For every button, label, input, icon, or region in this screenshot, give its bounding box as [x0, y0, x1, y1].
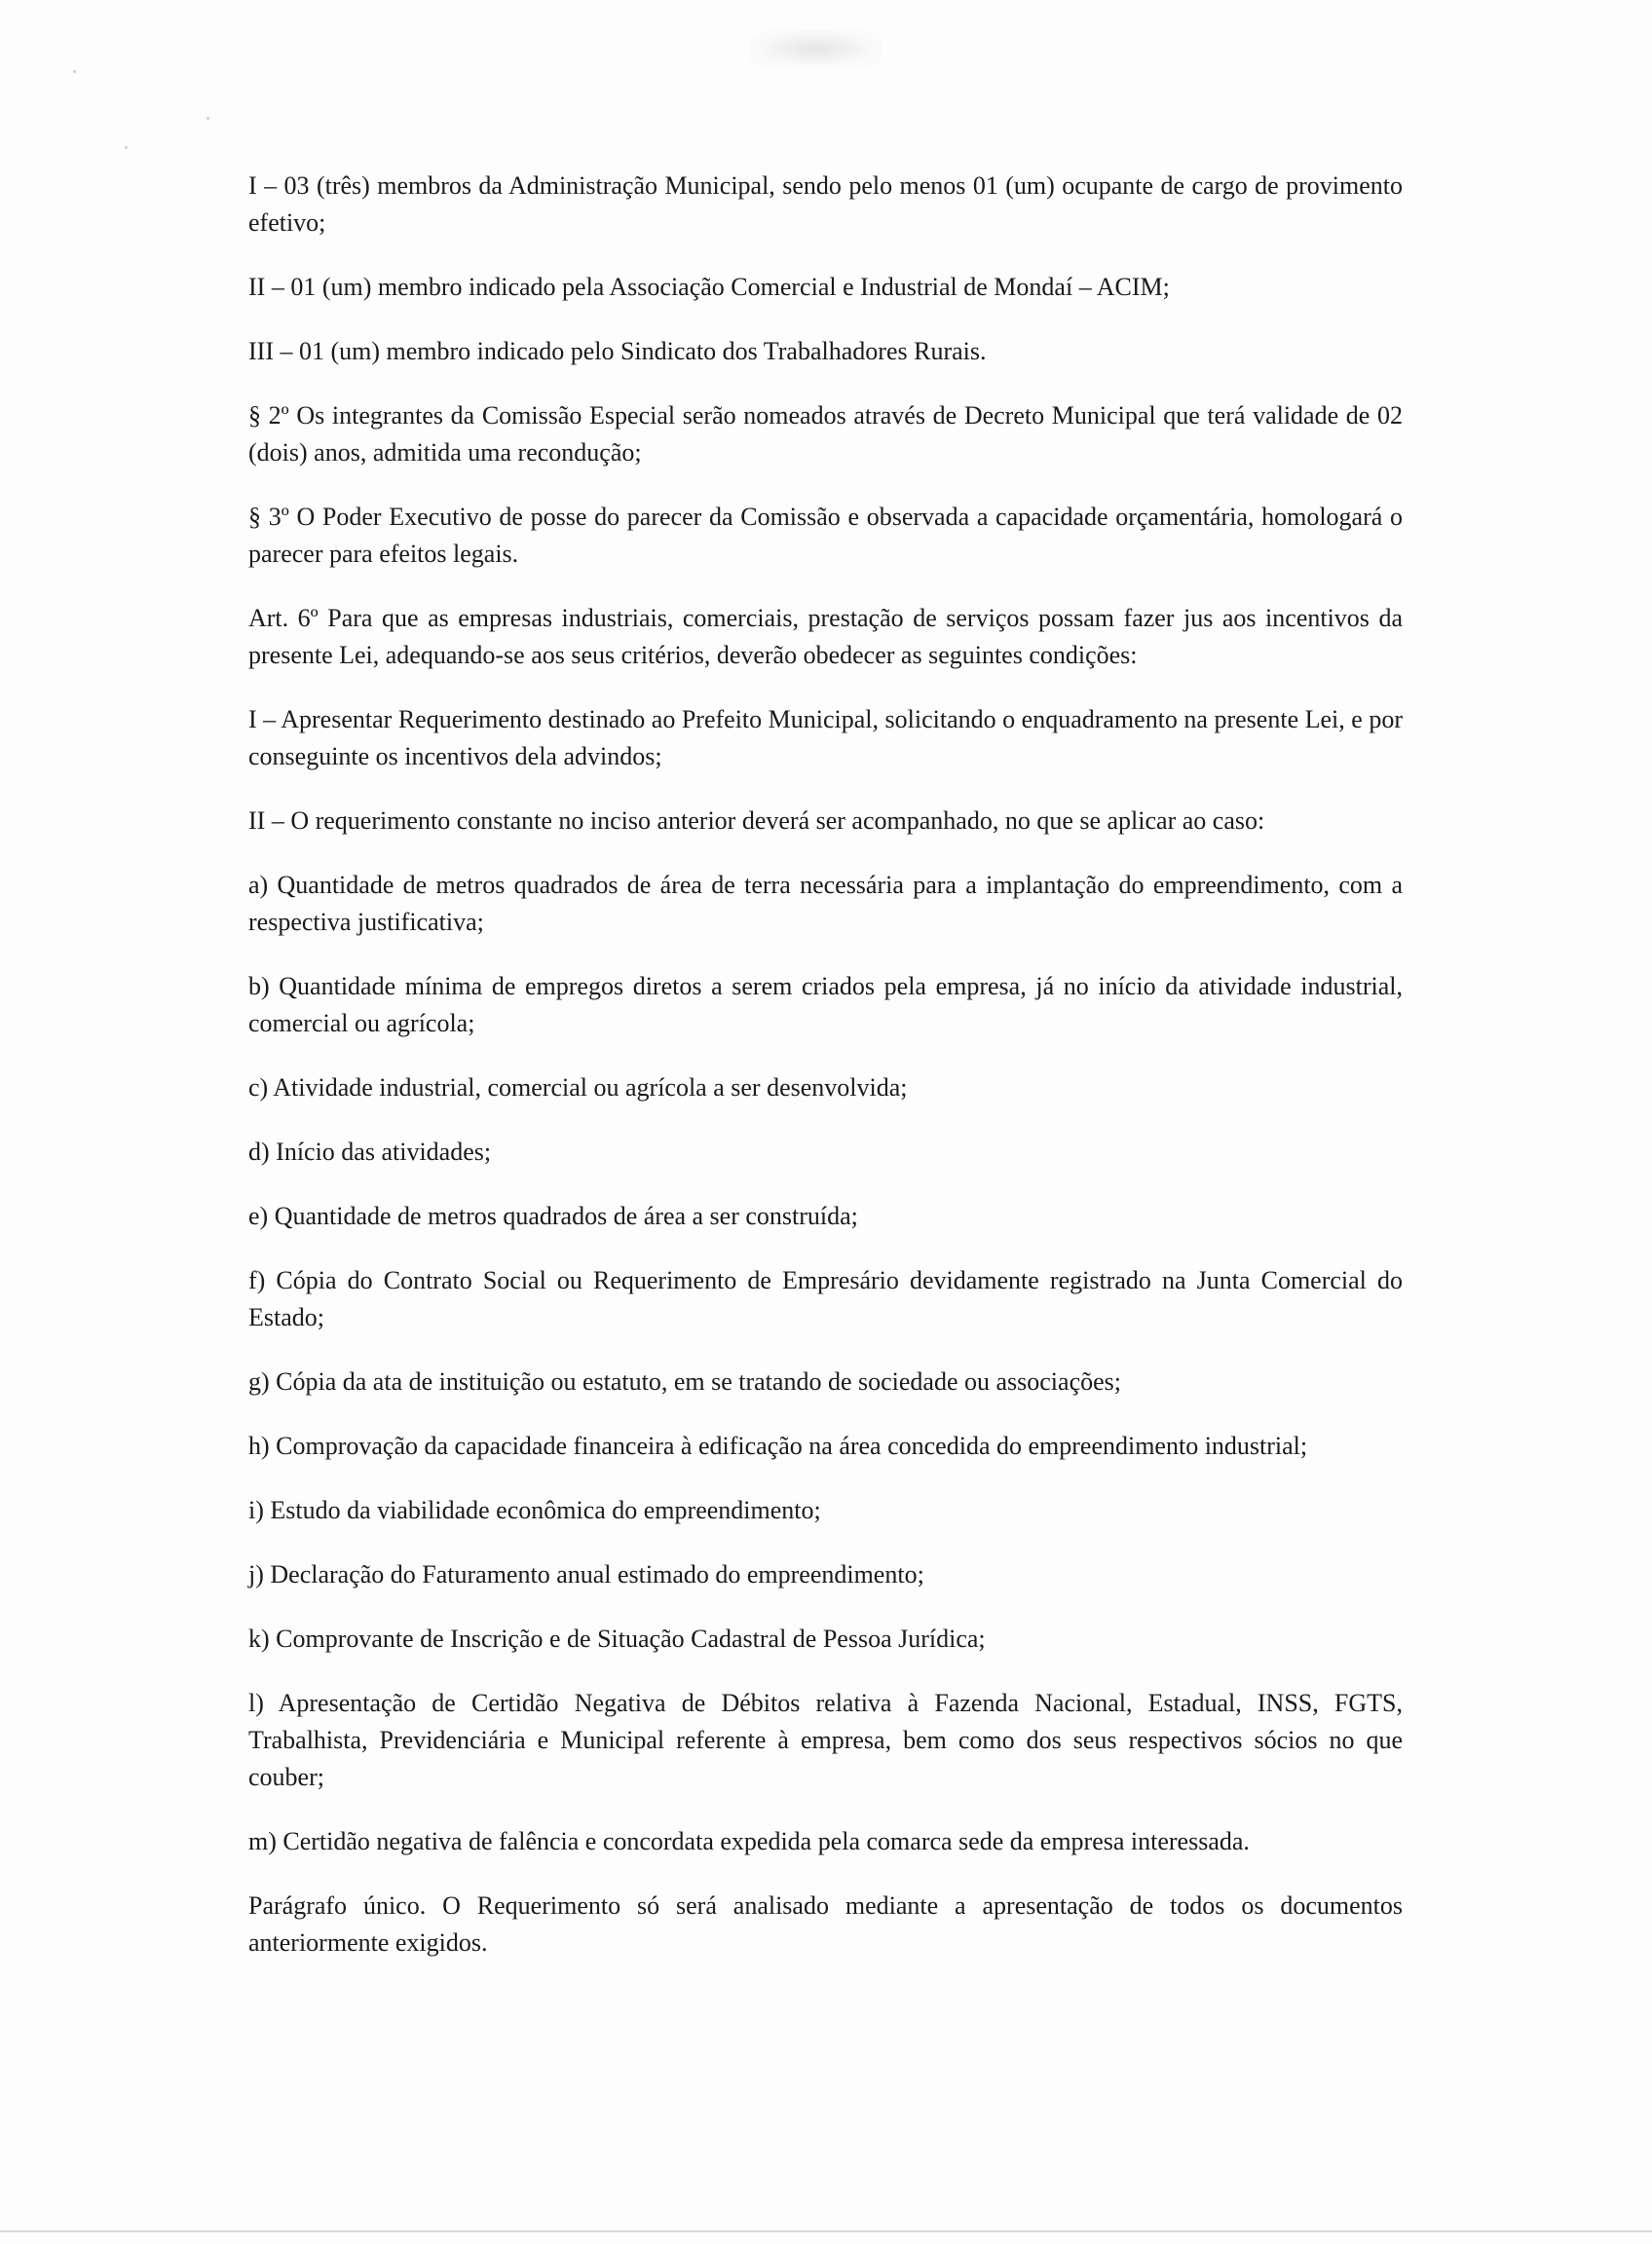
paragraph-item-d: d) Início das atividades; [248, 1138, 492, 1166]
scan-speck [73, 70, 76, 73]
paragraph-item-c: c) Atividade industrial, comercial ou agrícola a ser desenvolvida; [248, 1073, 908, 1102]
document-body [248, 168, 1403, 1989]
paragraph-article-6: Art. 6º Para que as empresas industriais, comerciais, prestação de serviços possam fazer jus aos incentivos da presente Lei, adequando-se aos seus critérios, deverão obedecer as seguintes condições: [248, 604, 1403, 669]
paragraph-item-m: m) Certidão negativa de falência e concordata expedida pela comarca sede da empresa interessada. [248, 1827, 1250, 1855]
paragraph-item-a: a) Quantidade de metros quadrados de área de terra necessária para a implantação do empreendimento, com a respectiva justificativa; [248, 871, 1403, 936]
scan-edge-line [0, 2230, 1652, 2232]
paragraph-item-b: b) Quantidade mínima de empregos diretos a serem criados pela empresa, já no início da atividade industrial, comercial ou agrícola; [248, 972, 1403, 1037]
scan-speck [206, 117, 209, 120]
scan-speck [125, 146, 128, 149]
paragraph-item-j: j) Declaração do Faturamento anual estimado do empreendimento; [248, 1560, 924, 1589]
paragraph-inciso-iii: III – 01 (um) membro indicado pelo Sindicato dos Trabalhadores Rurais. [248, 337, 987, 365]
paragraph-item-i: i) Estudo da viabilidade econômica do empreendimento; [248, 1496, 821, 1524]
paragraph-art6-inciso-ii: II – O requerimento constante no inciso anterior deverá ser acompanhado, no que se aplicar ao caso: [248, 806, 1265, 835]
scan-smudge-top [750, 29, 882, 68]
paragraph-inciso-ii: II – 01 (um) membro indicado pela Associação Comercial e Industrial de Mondaí – ACIM; [248, 273, 1170, 301]
paragraph-item-h: h) Comprovação da capacidade financeira à edificação na área concedida do empreendimento industrial; [248, 1432, 1308, 1460]
paragraph-art6-inciso-i: I – Apresentar Requerimento destinado ao Prefeito Municipal, solicitando o enquadramento na presente Lei, e por conseguinte os incentivos dela advindos; [248, 705, 1403, 770]
paragraph-item-k: k) Comprovante de Inscrição e de Situação Cadastral de Pessoa Jurídica; [248, 1625, 986, 1653]
paragraph-section-2: § 2º Os integrantes da Comissão Especial serão nomeados através de Decreto Municipal que terá validade de 02 (dois) anos, admitida uma recondução; [248, 401, 1403, 467]
paragraph-item-g: g) Cópia da ata de instituição ou estatuto, em se tratando de sociedade ou associações; [248, 1367, 1121, 1396]
paragraph-section-3: § 3º O Poder Executivo de posse do parecer da Comissão e observada a capacidade orçamentária, homologará o parecer para efeitos legais. [248, 503, 1403, 568]
paragraph-item-l: l) Apresentação de Certidão Negativa de Débitos relativa à Fazenda Nacional, Estadual, INSS, FGTS, Trabalhista, Previdenciária e Municipal referente à empresa, bem como dos seus respectivos sócios no que couber; [248, 1689, 1403, 1791]
paragraph-inciso-i: I – 03 (três) membros da Administração Municipal, sendo pelo menos 01 (um) ocupante de cargo de provimento efetivo; [248, 171, 1403, 237]
paragraph-sole-paragraph: Parágrafo único. O Requerimento só será analisado mediante a apresentação de todos os documentos anteriormente exigidos. [248, 1891, 1403, 1957]
paragraph-item-e: e) Quantidade de metros quadrados de área a ser construída; [248, 1202, 858, 1230]
paragraph-item-f: f) Cópia do Contrato Social ou Requerimento de Empresário devidamente registrado na Junta Comercial do Estado; [248, 1266, 1403, 1331]
